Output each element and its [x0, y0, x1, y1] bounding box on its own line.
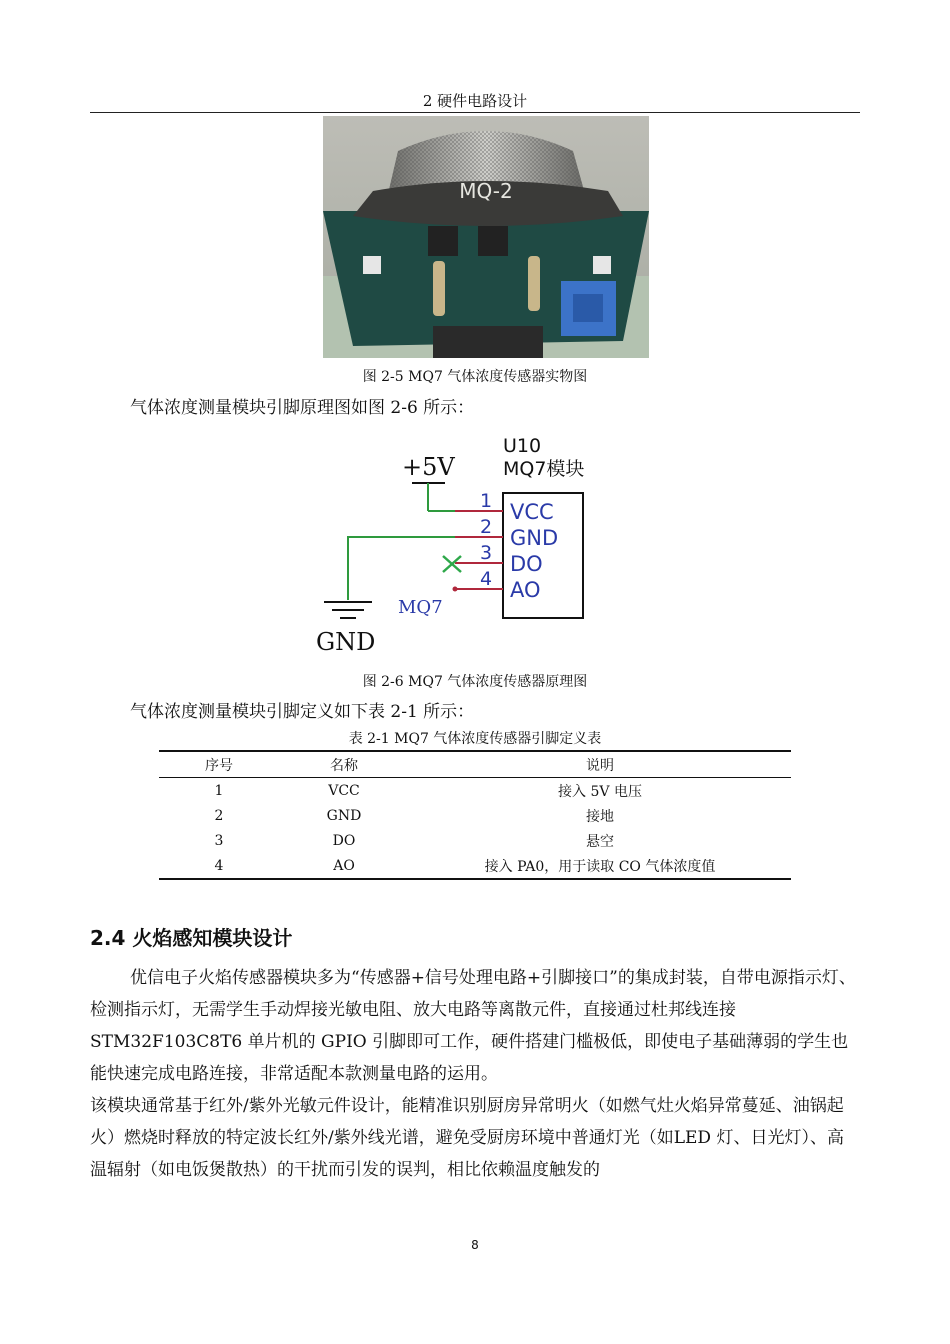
- schematic-intro: 气体浓度测量模块引脚原理图如图 2-6 所示：: [130, 398, 475, 418]
- running-header: 2 硬件电路设计: [422, 92, 528, 110]
- cell-name: GND: [326, 807, 362, 824]
- cell-name: DO: [332, 832, 356, 849]
- figure-5-caption: 图 2-5 MQ7 气体浓度传感器实物图: [362, 369, 588, 385]
- power-label: +5V: [402, 453, 455, 481]
- cell-index: 1: [214, 782, 224, 799]
- pin-1-number: 1: [480, 490, 493, 512]
- table-row: [159, 828, 791, 853]
- pin-4-number: 4: [480, 568, 493, 590]
- signal-net-label: MQ7: [398, 597, 443, 618]
- cell-index: 4: [214, 857, 224, 874]
- pin-definition-table: [159, 750, 791, 880]
- section-heading: 2.4 火焰感知模块设计: [90, 926, 293, 950]
- header-index: 序号: [205, 757, 233, 774]
- pin-3-name: DO: [510, 552, 543, 576]
- header-description: 说明: [586, 757, 614, 774]
- cell-name: VCC: [328, 782, 360, 799]
- table-caption: 表 2-1 MQ7 气体浓度传感器引脚定义表: [348, 731, 602, 747]
- table-row: [159, 803, 791, 828]
- cell-description: 悬空: [586, 833, 614, 850]
- pin-2-number: 2: [480, 516, 493, 538]
- pin-4-name: AO: [510, 578, 541, 602]
- ground-label: GND: [316, 628, 376, 656]
- table-header-row: [159, 751, 791, 778]
- pin-2-name: GND: [510, 526, 559, 550]
- cell-index: 3: [214, 832, 224, 849]
- table-intro: 气体浓度测量模块引脚定义如下表 2-1 所示：: [130, 702, 475, 722]
- header-rule: [90, 112, 860, 113]
- figure-6-caption: 图 2-6 MQ7 气体浓度传感器原理图: [362, 674, 588, 690]
- page-number: 8: [471, 1238, 479, 1252]
- sensor-text: MQ-2: [459, 179, 513, 203]
- pin-3-number: 3: [480, 542, 493, 564]
- table-row: [159, 778, 791, 804]
- cell-index: 2: [214, 807, 224, 824]
- mq-sensor-photo: [323, 116, 649, 358]
- cell-description: 接入 PA0，用于读取 CO 气体浓度值: [484, 858, 716, 875]
- cell-description: 接入 5V 电压: [558, 783, 642, 800]
- header-name: 名称: [330, 757, 358, 774]
- paragraph-1: 优信电子火焰传感器模块多为“传感器+信号处理电路+引脚接口”的集成封装，自带电源指示灯、检测指示灯，无需学生手动焊接光敏电阻、放大电路等离散元件，直接通过杜邦线连接 STM32F103C8T6 单片机的 GPIO 引脚即可工作，硬件搭建门槛极低，即使电子基础薄弱的学生也能快速完成电路连接，非常适配本款测量电路的运用。: [90, 968, 856, 1084]
- paragraph-2: 该模块通常基于红外/紫外光敏元件设计，能精准识别厨房异常明火（如燃气灶火焰异常蔓延、油锅起火）燃烧时释放的特定波长红外/紫外线光谱，避免受厨房环境中普通灯光（如LED 灯、日光灯）、高温辐射（如电饭煲散热）的干扰而引发的误判，相比依赖温度触发的: [90, 1096, 844, 1180]
- schematic-ref: U10: [503, 435, 542, 457]
- table-row: [159, 853, 791, 879]
- cell-description: 接地: [586, 808, 614, 825]
- schematic-module-name: MQ7模块: [503, 458, 585, 480]
- mq7-schematic: [300, 425, 660, 665]
- pin-1-name: VCC: [510, 500, 554, 524]
- cell-name: AO: [333, 857, 355, 874]
